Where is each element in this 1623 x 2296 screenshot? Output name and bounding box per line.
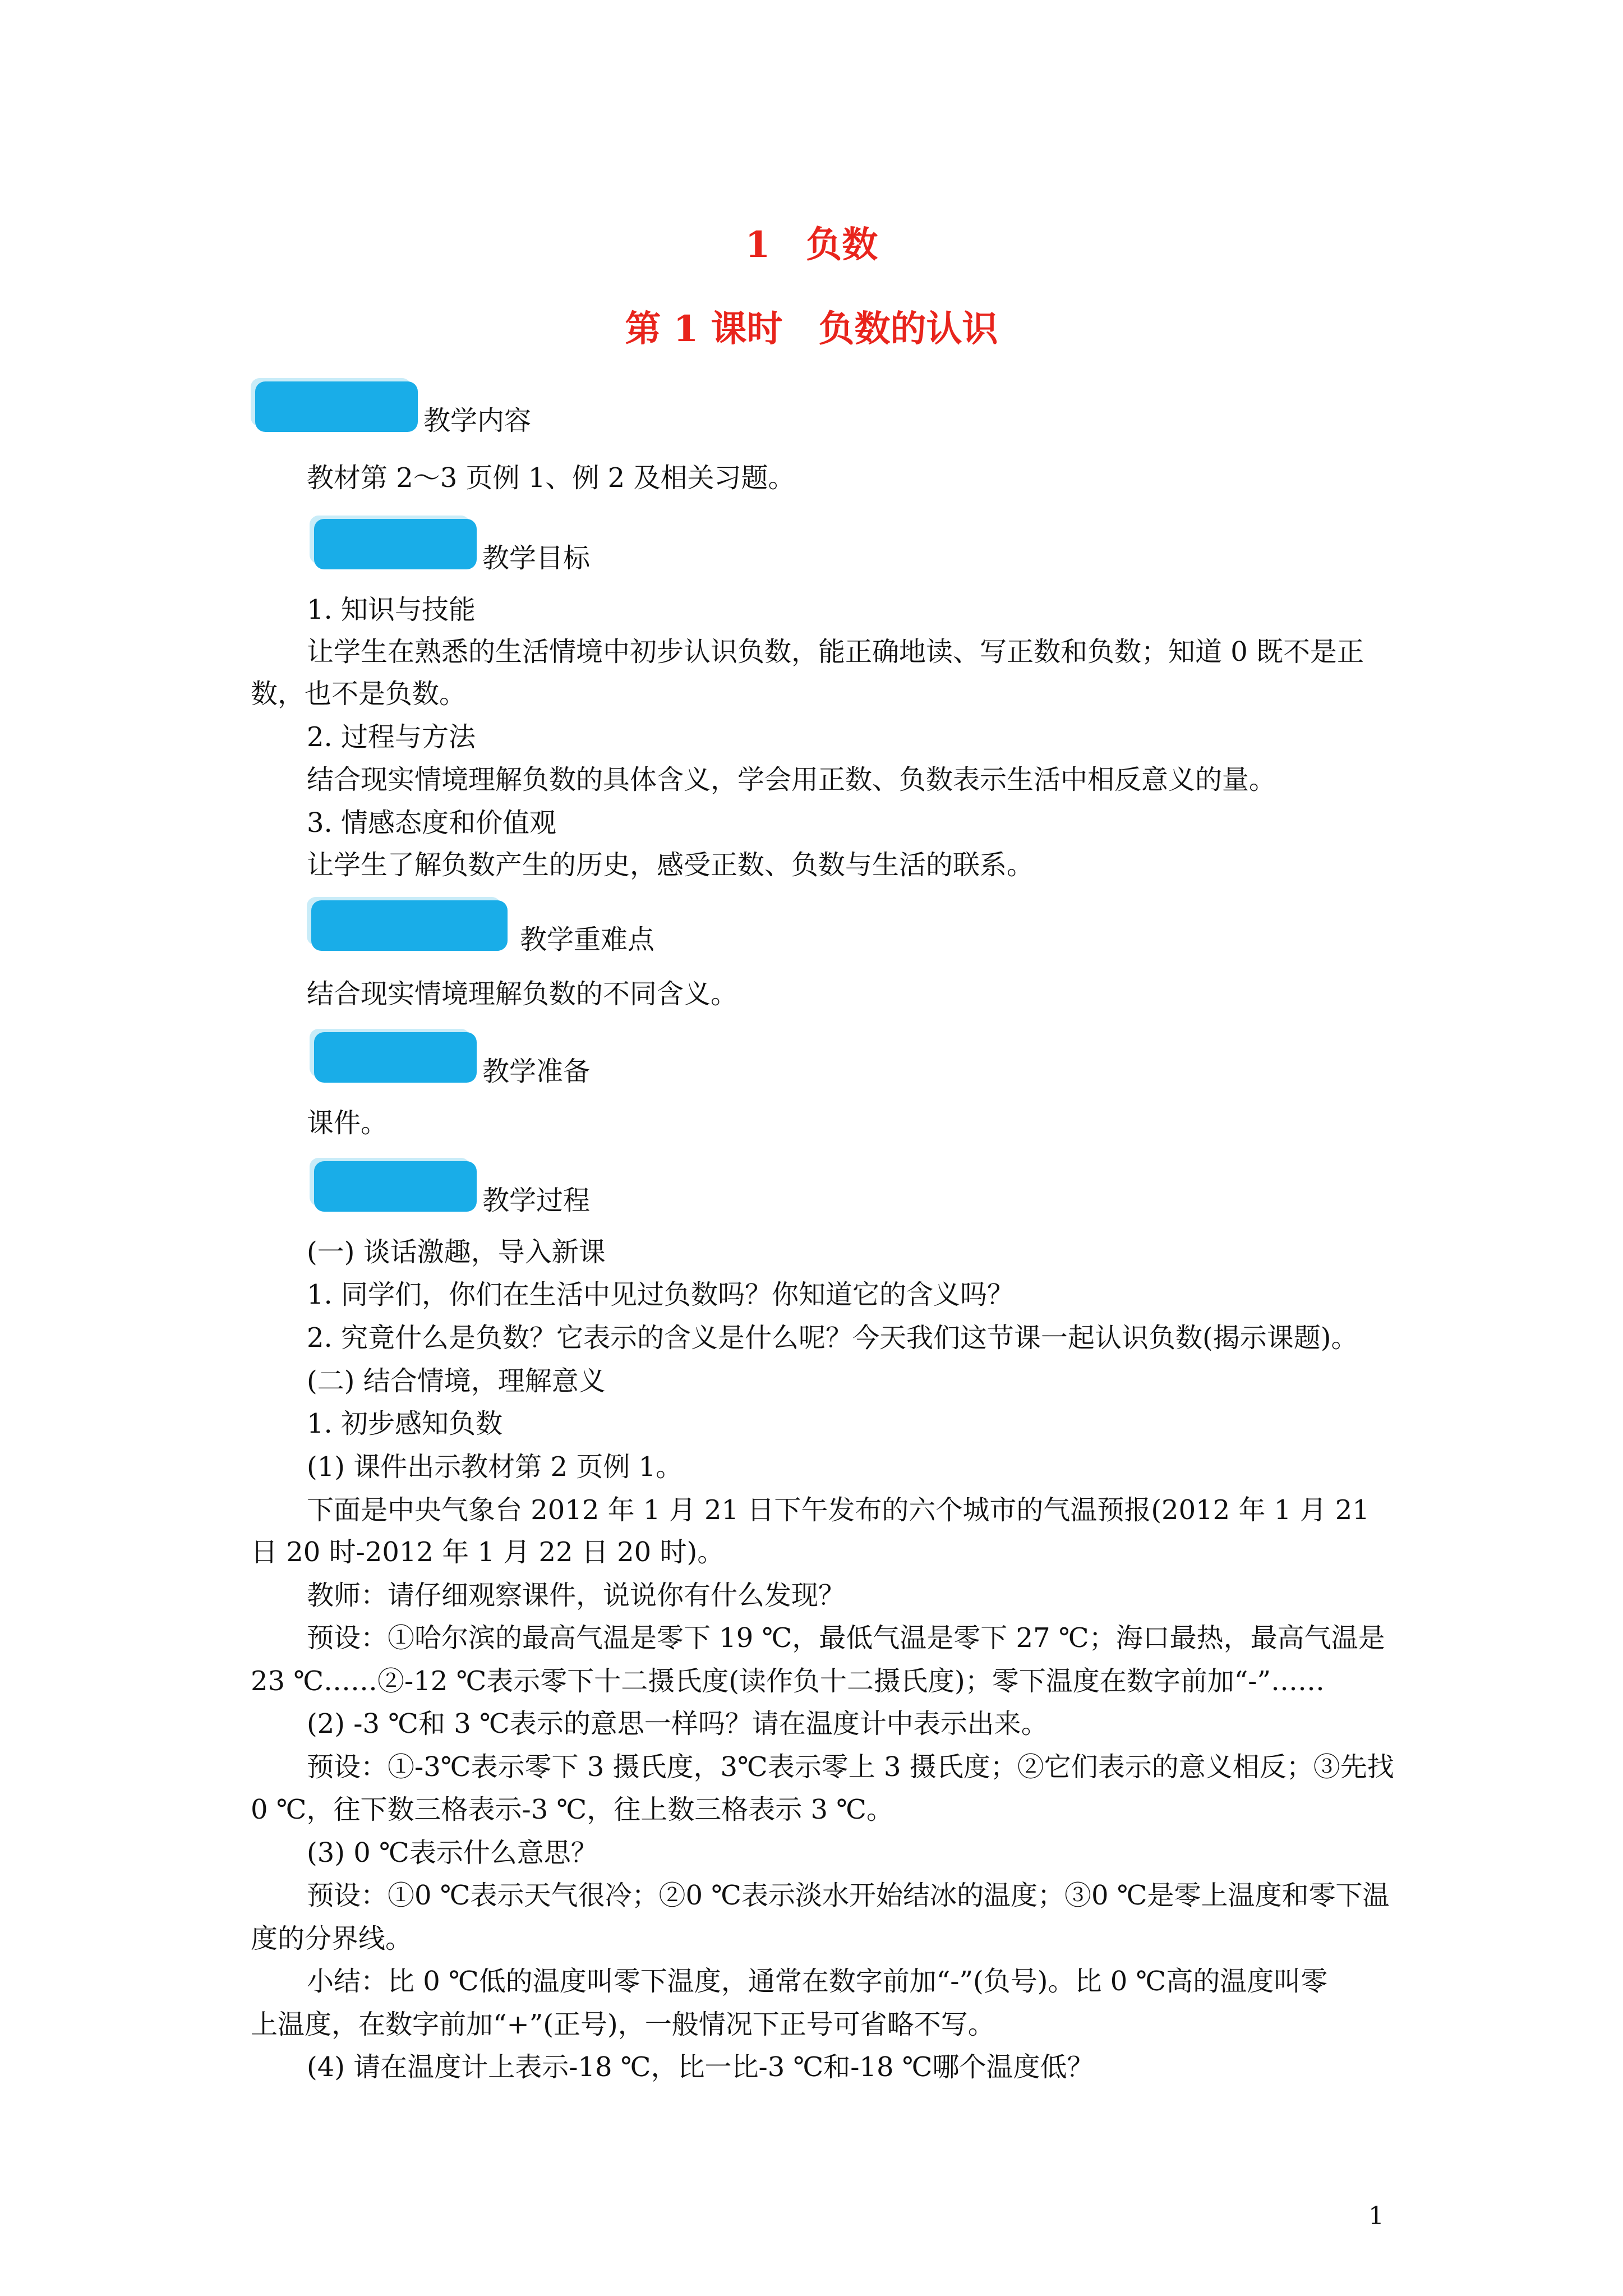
text-line: 1. 知识与技能 [307, 594, 476, 625]
text-line: 预设：①0 ℃表示天气很冷；②0 ℃表示淡水开始结冰的温度；③0 ℃是零上温度和零下温 [307, 1880, 1390, 1911]
text-line: 让学生了解负数产生的历史，感受正数、负数与生活的联系。 [307, 849, 1034, 881]
text-line: (一) 谈话激趣，导入新课 [307, 1236, 606, 1268]
section-label: 教学内容 [423, 405, 532, 436]
text-line: 预设：①哈尔滨的最高气温是零下 19 ℃，最低气温是零下 27 ℃；海口最热，最高气温是 [307, 1622, 1385, 1654]
text-line: (二) 结合情境，理解意义 [307, 1365, 606, 1397]
text-line: 23 ℃……②-12 ℃表示零下十二摄氏度(读作负十二摄氏度)；零下温度在数字前加“-”…… [251, 1665, 1325, 1697]
text-line: (3) 0 ℃表示什么意思？ [307, 1837, 598, 1869]
text-line: 上温度，在数字前加“+”(正号)，一般情况下正号可省略不写。 [251, 2009, 995, 2040]
text-line: 课件。 [307, 1107, 388, 1139]
text-line: 下面是中央气象台 2012 年 1 月 21 日下午发布的六个城市的气温预报(2012 年 1 月 21 [307, 1494, 1370, 1526]
text-line: 日 20 时-2012 年 1 月 22 日 20 时)。 [251, 1536, 725, 1568]
unit-title: 1 负数 [745, 224, 878, 266]
section-label: 教学重难点 [520, 924, 655, 955]
text-line: (1) 课件出示教材第 2 页例 1。 [307, 1451, 683, 1483]
text-line: 1. 初步感知负数 [307, 1408, 503, 1439]
section-badge [314, 1161, 477, 1212]
section-label: 教学过程 [482, 1185, 591, 1216]
text-line: 数，也不是负数。 [251, 678, 467, 710]
section-badge [314, 1032, 477, 1083]
section-badge [311, 900, 508, 951]
section-badge [314, 519, 477, 569]
text-line: 预设：①-3℃表示零下 3 摄氏度，3℃表示零上 3 摄氏度；②它们表示的意义相反；③先找 [307, 1751, 1394, 1783]
text-line: 3. 情感态度和价值观 [307, 807, 557, 839]
text-line: 0 ℃，往下数三格表示-3 ℃，往上数三格表示 3 ℃。 [251, 1794, 893, 1825]
text-line: 教材第 2～3 页例 1、例 2 及相关习题。 [307, 462, 795, 494]
text-line: 结合现实情境理解负数的具体含义，学会用正数、负数表示生活中相反意义的量。 [307, 764, 1276, 795]
text-line: 2. 过程与方法 [307, 721, 476, 753]
lesson-title: 第 1 课时 负数的认识 [625, 308, 998, 350]
section-badge [255, 381, 418, 432]
text-line: 度的分界线。 [251, 1923, 413, 1954]
text-line: (2) -3 ℃和 3 ℃表示的意思一样吗？请在温度计中表示出来。 [307, 1708, 1048, 1740]
text-line: 让学生在熟悉的生活情境中初步认识负数，能正确地读、写正数和负数；知道 0 既不是正 [307, 636, 1364, 668]
text-line: 1. 同学们，你们在生活中见过负数吗？你知道它的含义吗？ [307, 1279, 1015, 1310]
text-line: (4) 请在温度计上表示-18 ℃，比一比-3 ℃和-18 ℃哪个温度低？ [307, 2051, 1094, 2083]
text-line: 结合现实情境理解负数的不同含义。 [307, 978, 738, 1010]
page-number: 1 [1368, 2202, 1384, 2230]
section-label: 教学目标 [482, 542, 591, 574]
text-line: 小结：比 0 ℃低的温度叫零下温度，通常在数字前加“-”(负号)。比 0 ℃高的温度叫零 [307, 1966, 1328, 1997]
text-line: 2. 究竟什么是负数？它表示的含义是什么呢？今天我们这节课一起认识负数(揭示课题)。 [307, 1322, 1358, 1354]
section-label: 教学准备 [482, 1056, 591, 1087]
text-line: 教师：请仔细观察课件，说说你有什么发现？ [307, 1580, 846, 1611]
